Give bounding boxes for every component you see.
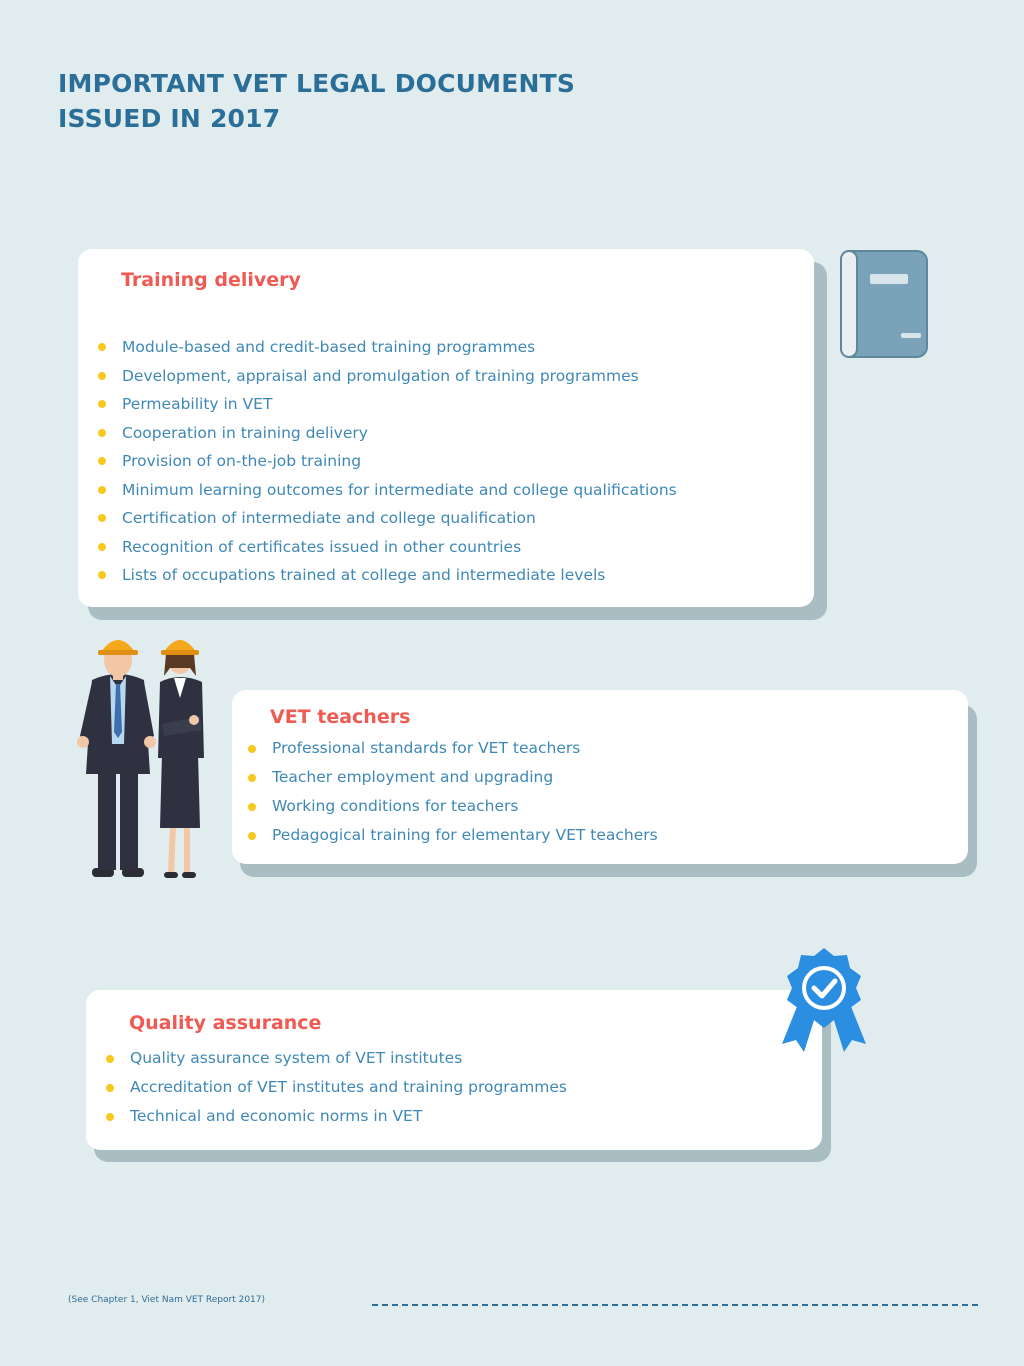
list-item: Cooperation in training delivery	[98, 419, 677, 448]
bullet-dot	[98, 486, 106, 494]
book-icon	[838, 248, 932, 362]
list-item: Working conditions for teachers	[248, 792, 658, 821]
bullet-dot	[248, 832, 256, 840]
bullet-dot	[106, 1084, 114, 1092]
list-item: Permeability in VET	[98, 390, 677, 419]
vet-teachers-heading: VET teachers	[270, 706, 411, 728]
list-item: Recognition of certificates issued in other countries	[98, 533, 677, 562]
bullet-dot	[106, 1055, 114, 1063]
bullet-dot	[98, 343, 106, 351]
bullet-dot	[248, 774, 256, 782]
vet-teachers-list	[248, 734, 658, 850]
list-item: Accreditation of VET institutes and training programmes	[106, 1073, 567, 1102]
quality-badge-icon	[776, 946, 872, 1062]
list-item: Teacher employment and upgrading	[248, 763, 658, 792]
bullet-dot	[98, 457, 106, 465]
bullet-dot	[98, 429, 106, 437]
male-worker-figure	[77, 640, 156, 877]
list-item: Module-based and credit-based training programmes	[98, 333, 677, 362]
bullet-dot	[98, 514, 106, 522]
quality-assurance-card	[86, 990, 822, 1150]
quality-assurance-list	[106, 1044, 567, 1131]
list-item: Lists of occupations trained at college and intermediate levels	[98, 561, 677, 590]
bullet-dot	[98, 571, 106, 579]
quality-assurance-heading: Quality assurance	[129, 1012, 322, 1034]
list-item: Professional standards for VET teachers	[248, 734, 658, 763]
workers-illustration	[70, 624, 220, 884]
page-title-line-2: ISSUED IN 2017	[58, 104, 281, 133]
list-item: Certification of intermediate and college qualification	[98, 504, 677, 533]
list-item: Development, appraisal and promulgation of training programmes	[98, 362, 677, 391]
list-item: Technical and economic norms in VET	[106, 1102, 567, 1131]
bullet-dot	[98, 400, 106, 408]
bullet-dot	[106, 1113, 114, 1121]
female-worker-figure	[158, 640, 204, 878]
bullet-dot	[248, 803, 256, 811]
training-delivery-card	[78, 249, 814, 607]
training-delivery-heading: Training delivery	[121, 269, 301, 291]
bullet-dot	[248, 745, 256, 753]
training-delivery-list	[98, 333, 677, 590]
vet-teachers-card	[232, 690, 968, 864]
footnote: (See Chapter 1, Viet Nam VET Report 2017)	[68, 1295, 266, 1305]
page-title	[58, 66, 575, 136]
list-item: Provision of on-the-job training	[98, 447, 677, 476]
bullet-dot	[98, 543, 106, 551]
list-item: Quality assurance system of VET institutes	[106, 1044, 567, 1073]
bullet-dot	[98, 372, 106, 380]
footnote-dashed-line	[372, 1304, 978, 1306]
list-item: Minimum learning outcomes for intermediate and college qualifications	[98, 476, 677, 505]
list-item: Pedagogical training for elementary VET teachers	[248, 821, 658, 850]
page-title-line-1: IMPORTANT VET LEGAL DOCUMENTS	[58, 69, 576, 98]
